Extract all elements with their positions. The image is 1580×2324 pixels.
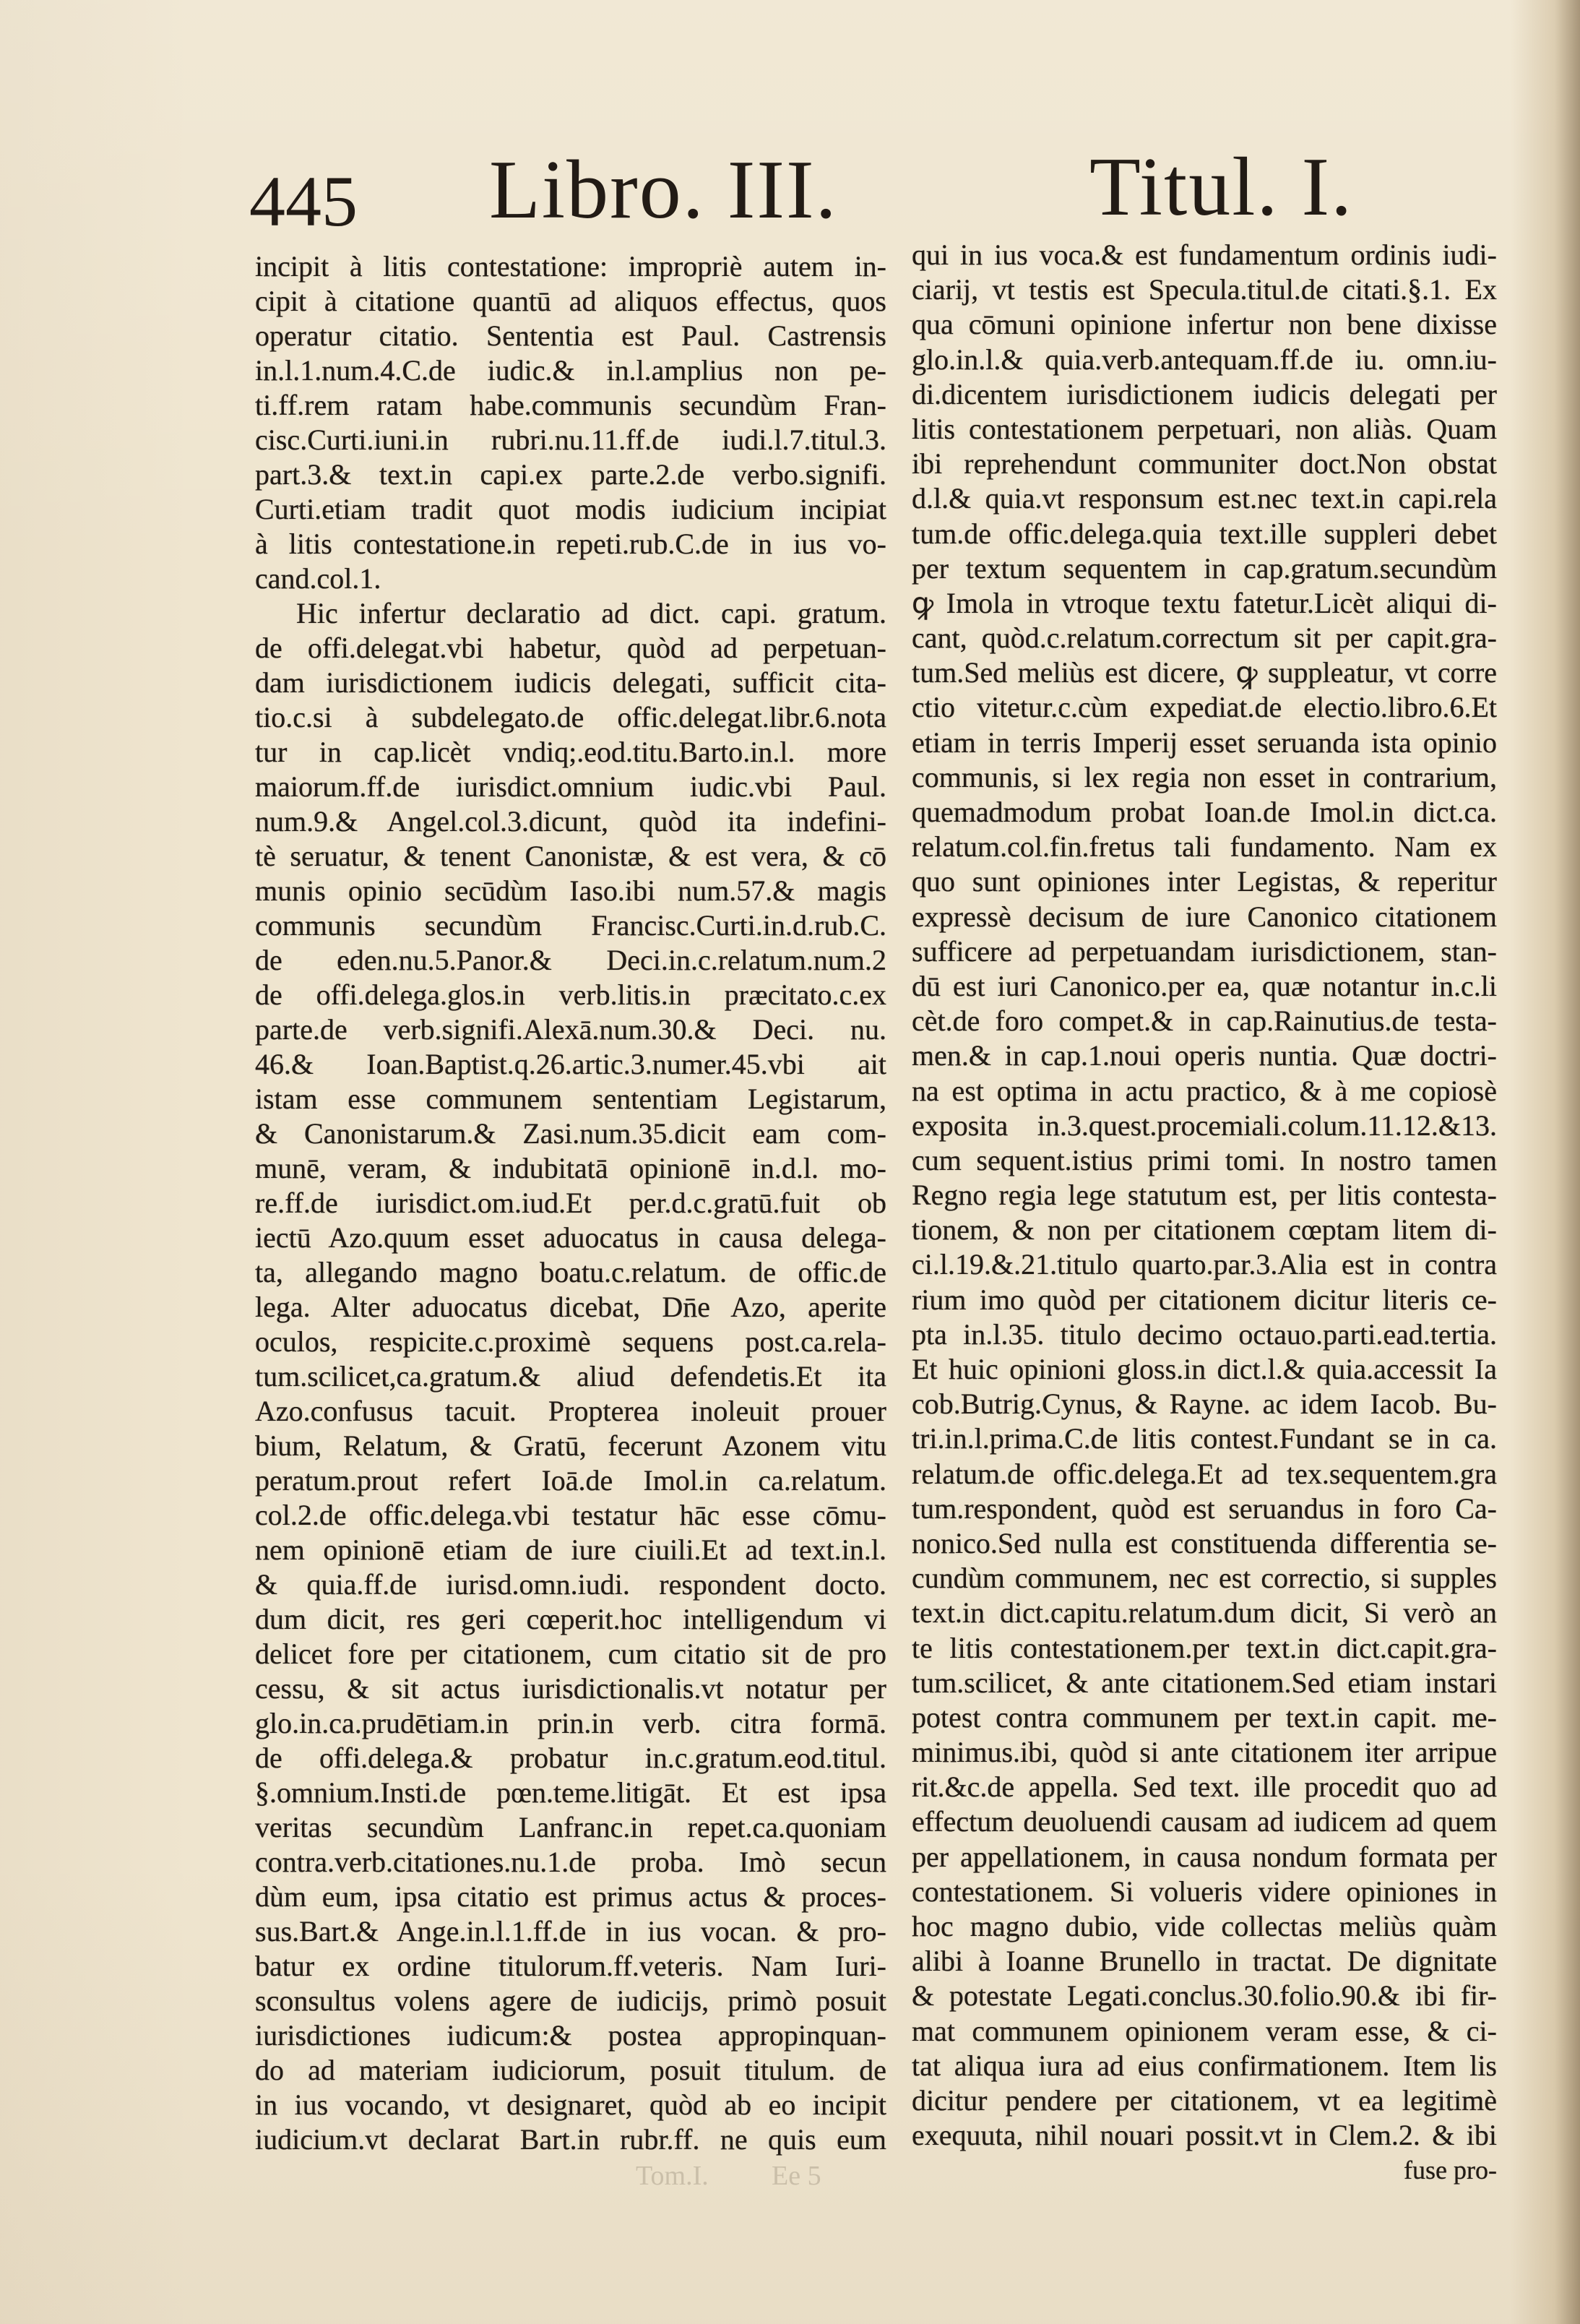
text-line [255, 804, 886, 839]
text-line [255, 1082, 886, 1116]
text-line [912, 481, 1497, 516]
right-column [912, 238, 1497, 2188]
text-line [912, 1247, 1497, 1282]
line-text: in.l.1.num.4.C.de iudic.& in.l.amplius non pe- [255, 354, 886, 387]
line-text: sconsultus volens agere de iudicijs, primò posuit [255, 1984, 886, 2017]
line-text: rium imo quòd per citationem dicitur literis ce- [912, 1283, 1497, 1316]
text-line [255, 1949, 886, 1984]
text-line [912, 1004, 1497, 1038]
line-text: etiam in terris Imperij esset seruanda ista opinio [912, 726, 1497, 759]
text-line [255, 666, 886, 700]
text-line [255, 319, 886, 353]
text-line [255, 561, 886, 596]
line-text: tio.c.si à subdelegato.de offic.delegat.libr.6.nota [255, 701, 886, 733]
text-line [255, 1047, 886, 1082]
text-line [912, 1596, 1497, 1630]
line-text: cum sequent.istius primi tomi. In nostro tamen [912, 1143, 1497, 1176]
line-text: Curti.etiam tradit quot modis iudicium incipiat [255, 493, 886, 525]
line-text: tum.Sed meliùs est dicere, ꝙ suppleatur, vt corre [912, 656, 1497, 689]
line-text: tum.respondent, quòd est seruandus in foro Ca- [912, 1492, 1497, 1525]
line-text: bium, Relatum, & Gratū, fecerunt Azonem vitu [255, 1429, 886, 1462]
line-text: cant, quòd.c.relatum.correctum sit per capit.gra- [912, 621, 1497, 655]
line-text: Hic infertur declaratio ad dict. capi. gratum. [296, 597, 886, 629]
line-text: tè seruatur, & tenent Canonistæ, & est vera, & cō [255, 840, 886, 872]
volume-mark: Tom.I. [636, 2161, 709, 2191]
line-text: sus.Bart.& Ange.in.l.1.ff.de in ius vocan. & pro- [255, 1915, 886, 1948]
line-text: col.2.de offic.delega.vbi testatur hāc esse cōmu- [255, 1499, 886, 1531]
text-line [912, 377, 1497, 412]
text-line [912, 586, 1497, 621]
line-text: & quia.ff.de iurisd.omn.iudi. respondent docto. [255, 1568, 886, 1601]
line-text: rit.&c.de appella. Sed text. ille procedit quo ad [912, 1770, 1497, 1804]
text-line [912, 272, 1497, 307]
text-line [255, 1151, 886, 1186]
text-line [255, 284, 886, 319]
text-line [912, 447, 1497, 481]
line-text: lega. Alter aduocatus dicebat, Dn̄e Azo, aperite [255, 1291, 886, 1323]
text-line [912, 1109, 1497, 1143]
text-line [255, 527, 886, 561]
text-line [912, 1283, 1497, 1317]
line-text: dū est iuri Canonico.per ea, quæ notantur in.c.li [912, 969, 1497, 1002]
line-text: nonico.Sed nulla est constituenda differentia se- [912, 1526, 1497, 1559]
line-text: à litis contestatione.in repeti.rub.C.de in ius vo- [255, 528, 886, 560]
catchword: fuse pro- [1404, 2156, 1497, 2185]
line-text: quo sunt opiniones inter Legistas, & reperitur [912, 865, 1497, 898]
text-line [912, 655, 1497, 690]
line-text: potest contra communem per text.in capit. me- [912, 1700, 1497, 1734]
line-text: Et huic opinioni gloss.in dict.l.& quia.accessit Ia [912, 1353, 1497, 1385]
running-head-book: Libro. III. [489, 144, 838, 236]
line-text: Azo.confusus tacuit. Propterea inoleuit prouer [255, 1395, 886, 1427]
line-text: hoc magno dubio, vide collectas meliùs quàm [912, 1910, 1497, 1942]
text-line [912, 1875, 1497, 1909]
line-text: alibi à Ioanne Brunello in tractat. De dignitate [912, 1945, 1497, 1978]
text-line [255, 735, 886, 770]
line-text: §.omnium.Insti.de pœn.teme.litigāt. Et est ipsa [255, 1776, 886, 1809]
line-text: glo.in.ca.prudētiam.in prin.in verb. citra formā. [255, 1707, 886, 1739]
line-text: part.3.& text.in capi.ex parte.2.de verbo.signifi. [255, 458, 886, 491]
text-line [912, 1700, 1497, 1735]
text-line [912, 1387, 1497, 1421]
text-line [912, 2014, 1497, 2049]
line-text: tum.scilicet, & ante citationem.Sed etiam instari [912, 1666, 1497, 1699]
text-line [255, 1498, 886, 1533]
text-line [912, 1561, 1497, 1596]
text-line [255, 874, 886, 908]
text-line [912, 1666, 1497, 1700]
line-text: relatum.col.fin.fretus tali fundamento. Nam ex [912, 830, 1497, 864]
line-text: dam iurisdictionem iudicis delegati, sufficit cita- [255, 666, 886, 699]
line-text: tum.de offic.delega.quia text.ille suppleri debet [912, 517, 1497, 550]
line-text: per textum sequentem in cap.gratum.secundùm [912, 551, 1497, 585]
text-line [255, 1325, 886, 1359]
line-text: minimus.ibi, quòd si ante citationem iter arripue [912, 1736, 1497, 1769]
line-text: dum dicit, res geri cœperit.hoc intelligendum vi [255, 1603, 886, 1635]
text-line [255, 1776, 886, 1810]
line-text: nem opinionē etiam de iure ciuili.Et ad text.in.l. [255, 1533, 886, 1566]
line-text: iectū Azo.quum esset aduocatus in causa delega- [255, 1221, 886, 1254]
line-text: sufficere ad perpetuandam iurisdictionem, stan- [912, 934, 1497, 968]
text-line [912, 1317, 1497, 1352]
text-line [912, 1909, 1497, 1944]
text-line [912, 934, 1497, 969]
text-line [912, 864, 1497, 899]
line-text: per appellationem, in causa nondum formata per [912, 1840, 1497, 1873]
text-line [912, 1840, 1497, 1875]
line-text: 46.& Ioan.Baptist.q.26.artic.3.numer.45.vbi ait [255, 1048, 886, 1080]
text-line [255, 2122, 886, 2157]
text-line [912, 307, 1497, 342]
text-line [912, 1526, 1497, 1561]
text-line [255, 1637, 886, 1671]
line-text: ꝙ Imola in vtroque textu fatetur.Licèt aliqui di- [912, 586, 1497, 619]
line-text: oculos, respicite.c.proximè sequens post.ca.rela- [255, 1325, 886, 1358]
text-line [255, 1533, 886, 1567]
line-text: cisc.Curti.iuni.in rubri.nu.11.ff.de iudi.l.7.titul.3. [255, 423, 886, 456]
line-text: cèt.de foro compet.& in cap.Rainutius.de testa- [912, 1004, 1497, 1038]
text-line [912, 1979, 1497, 2013]
line-text: cob.Butrig.Cynus, & Rayne. ac idem Iacob. Bu- [912, 1387, 1497, 1421]
text-line [912, 1492, 1497, 1526]
text-line [255, 1671, 886, 1706]
page-number: 445 [249, 161, 358, 241]
text-line [912, 1804, 1497, 1839]
text-line [255, 1984, 886, 2018]
line-text: di.dicentem iurisdictionem iudicis delegati per [912, 377, 1497, 410]
line-text: text.in dict.capitu.relatum.dum dicit, Si verò an [912, 1596, 1497, 1630]
line-text: contra.verb.citationes.nu.1.de proba. Imò secun [255, 1846, 886, 1878]
line-text: de offi.delega.glos.in verb.litis.in præcitato.c.ex [255, 978, 886, 1011]
text-line [912, 1421, 1497, 1456]
line-text: delicet fore per citationem, cum citatio sit de pro [255, 1637, 886, 1670]
text-line [255, 1290, 886, 1325]
line-text: re.ff.de iurisdict.om.iud.Et per.d.c.gratū.fuit ob [255, 1187, 886, 1219]
line-text: communis secundùm Francisc.Curti.in.d.rub.C. [255, 909, 886, 942]
line-text: de eden.nu.5.Panor.& Deci.in.c.relatum.num.2 [255, 944, 886, 976]
text-line [255, 1810, 886, 1845]
text-line [912, 1735, 1497, 1770]
line-text: istam esse communem sententiam Legistarum, [255, 1083, 886, 1115]
line-text: communis, si lex regia non esset in contrarium, [912, 760, 1497, 793]
text-line [255, 457, 886, 492]
line-text: glo.in.l.& quia.verb.antequam.ff.de iu. omn.iu- [912, 343, 1497, 376]
text-line [912, 1352, 1497, 1387]
text-line [912, 1770, 1497, 1804]
text-line [255, 1012, 886, 1047]
left-column [255, 249, 886, 2157]
text-line [912, 1143, 1497, 1178]
line-text: contestationem. Si volueris videre opiniones in [912, 1875, 1497, 1908]
line-text: incipit à litis contestatione: impropriè autem in- [255, 250, 886, 283]
line-text: men.& in cap.1.noui operis nuntia. Quæ doctri- [912, 1039, 1497, 1072]
text-line [255, 1602, 886, 1637]
text-line [255, 388, 886, 423]
line-text: expressè decisum de iure Canonico citationem [912, 900, 1497, 933]
text-line [255, 1914, 886, 1949]
text-line [912, 969, 1497, 1004]
line-text: Regno regia lege statutum est, per litis contesta- [912, 1179, 1497, 1212]
line-text: pta in.l.35. titulo decimo octauo.parti.ead.tertia. [912, 1317, 1497, 1351]
text-line [255, 492, 886, 527]
line-text: batur ex ordine titulorum.ff.veteris. Nam Iuri- [255, 1950, 886, 1982]
text-line [912, 795, 1497, 830]
line-text: munē, veram, & indubitatā opinionē in.d.l. mo- [255, 1152, 886, 1184]
text-line [255, 1463, 886, 1498]
line-text: qui in ius voca.& est fundamentum ordinis iudi- [912, 238, 1497, 271]
text-line [255, 249, 886, 284]
line-text: cand.col.1. [255, 562, 381, 595]
text-line [912, 2118, 1497, 2153]
line-text: iurisdictiones iudicum:& postea appropinquan- [255, 2019, 886, 2052]
line-text: relatum.de offic.delega.Et ad tex.sequentem.gra [912, 1457, 1497, 1490]
line-text: te litis contestationem.per text.in dict.capit.gra- [912, 1631, 1497, 1664]
line-text: tri.in.l.prima.C.de litis contest.Fundant se in ca. [912, 1422, 1497, 1455]
line-text: munis opinio secūdùm Iaso.ibi num.57.& magis [255, 874, 886, 907]
text-line [912, 551, 1497, 586]
line-text: ciarij, vt testis est Specula.titul.de citati.§.1. Ex [912, 273, 1497, 306]
text-line [255, 1221, 886, 1255]
line-text: & Canonistarum.& Zasi.num.35.dicit eam com- [255, 1117, 886, 1150]
text-line [255, 2018, 886, 2053]
text-line [912, 412, 1497, 447]
line-text: num.9.& Angel.col.3.dicunt, quòd ita indefini- [255, 805, 886, 838]
text-line [255, 1186, 886, 1221]
text-line [912, 1631, 1497, 1666]
text-line [255, 1741, 886, 1776]
line-text: mat communem opinionem veram esse, & ci- [912, 2014, 1497, 2047]
line-text: peratum.prout refert Ioā.de Imol.in ca.relatum. [255, 1464, 886, 1497]
line-text: maiorum.ff.de iurisdict.omnium iudic.vbi Paul. [255, 770, 886, 803]
line-text: & potestate Legati.conclus.30.folio.90.& ibi fir- [912, 1979, 1497, 2013]
text-line [912, 238, 1497, 272]
text-line [255, 2053, 886, 2088]
text-line [255, 839, 886, 874]
text-line [912, 1213, 1497, 1247]
text-line [255, 1429, 886, 1463]
text-line [255, 1116, 886, 1151]
text-line [912, 1074, 1497, 1109]
line-text: effectum deuoluendi causam ad iudicem ad quem [912, 1805, 1497, 1838]
line-text: ta, allegando magno boatu.c.relatum. de offic.de [255, 1256, 886, 1288]
text-line [255, 2088, 886, 2122]
text-line [912, 1178, 1497, 1213]
line-text: do ad materiam iudiciorum, posuit titulum. de [255, 2054, 886, 2086]
text-line [912, 343, 1497, 377]
line-text: exequuta, nihil nouari possit.vt in Clem.2. & ibi [912, 2119, 1497, 2152]
line-text: qua cōmuni opinione infertur non bene dixisse [912, 308, 1497, 341]
line-text: tum.scilicet,ca.gratum.& aliud defendetis.Et ita [255, 1360, 886, 1393]
line-text: cessu, & sit actus iurisdictionalis.vt notatur per [255, 1672, 886, 1705]
line-text: quemadmodum probat Ioan.de Imol.in dict.ca. [912, 796, 1497, 828]
line-text: dicitur pendere per citationem, vt ea legitimè [912, 2083, 1497, 2117]
text-line [255, 770, 886, 804]
running-head-title: Titul. I. [1089, 141, 1354, 233]
text-line [255, 1359, 886, 1394]
text-line [912, 760, 1497, 795]
text-line [255, 908, 886, 943]
line-text: veritas secundùm Lanfranc.in repet.ca.quoniam [255, 1811, 886, 1843]
line-text: ti.ff.rem ratam habe.communis secundùm Fran- [255, 389, 886, 421]
text-line [912, 1457, 1497, 1492]
text-line [255, 631, 886, 666]
line-text: parte.de verb.signifi.Alexā.num.30.& Deci. nu. [255, 1013, 886, 1046]
text-line [912, 900, 1497, 934]
line-text: dùm eum, ipsa citatio est primus actus & proces- [255, 1880, 886, 1913]
text-line [255, 1845, 886, 1880]
text-line [255, 700, 886, 735]
text-line [912, 690, 1497, 725]
line-text: cipit à citatione quantū ad aliquos effectus, quos [255, 285, 886, 317]
line-text: ibi reprehendunt communiter doct.Non obstat [912, 447, 1497, 481]
line-text: iudicium.vt declarat Bart.in rubr.ff. ne quis eum [255, 2123, 886, 2156]
text-line [255, 1706, 886, 1741]
text-line [255, 353, 886, 388]
text-line [912, 621, 1497, 655]
line-text: in ius vocando, vt designaret, quòd ab eo incipit [255, 2088, 886, 2121]
text-line [912, 2083, 1497, 2118]
text-line [255, 423, 886, 457]
text-line [255, 978, 886, 1012]
line-text: operatur citatio. Sententia est Paul. Castrensis [255, 319, 886, 352]
line-text: d.l.& quia.vt responsum est.nec text.in capi.rela [912, 482, 1497, 515]
text-line [912, 1038, 1497, 1073]
line-text: litis contestationem perpetuari, non aliàs. Quam [912, 412, 1497, 445]
line-text: tionem, & non per citationem cœptam litem di- [912, 1213, 1497, 1247]
line-text: tur in cap.licèt vndiq;.eod.titu.Barto.in.l. more [255, 736, 886, 768]
line-text: ci.l.19.&.21.titulo quarto.par.3.Alia est in contra [912, 1248, 1497, 1281]
text-line [912, 1944, 1497, 1979]
text-line [255, 1880, 886, 1914]
catchword-line [912, 2153, 1497, 2187]
text-line [912, 2049, 1497, 2083]
signature-mark: Ee 5 [772, 2161, 821, 2191]
line-text: cundùm communem, nec est correctio, si supples [912, 1562, 1497, 1595]
line-text: de offi.delegat.vbi habetur, quòd ad perpetuan- [255, 632, 886, 664]
line-text: na est optima in actu practico, & à me copiosè [912, 1074, 1497, 1107]
line-text: exposita in.3.quest.procemiali.colum.11.12.&13. [912, 1109, 1497, 1142]
line-text: tat aliqua iura ad eius confirmationem. Item lis [912, 2049, 1497, 2082]
text-line [255, 1567, 886, 1602]
text-line [255, 596, 886, 631]
text-line [912, 517, 1497, 551]
text-line [912, 726, 1497, 760]
text-line [255, 943, 886, 978]
text-line [912, 830, 1497, 864]
line-text: ctio vitetur.c.cùm expediat.de electio.libro.6.Et [912, 691, 1497, 724]
text-line [255, 1255, 886, 1290]
text-line [255, 1394, 886, 1429]
line-text: de offi.delega.& probatur in.c.gratum.eod.titul. [255, 1742, 886, 1774]
